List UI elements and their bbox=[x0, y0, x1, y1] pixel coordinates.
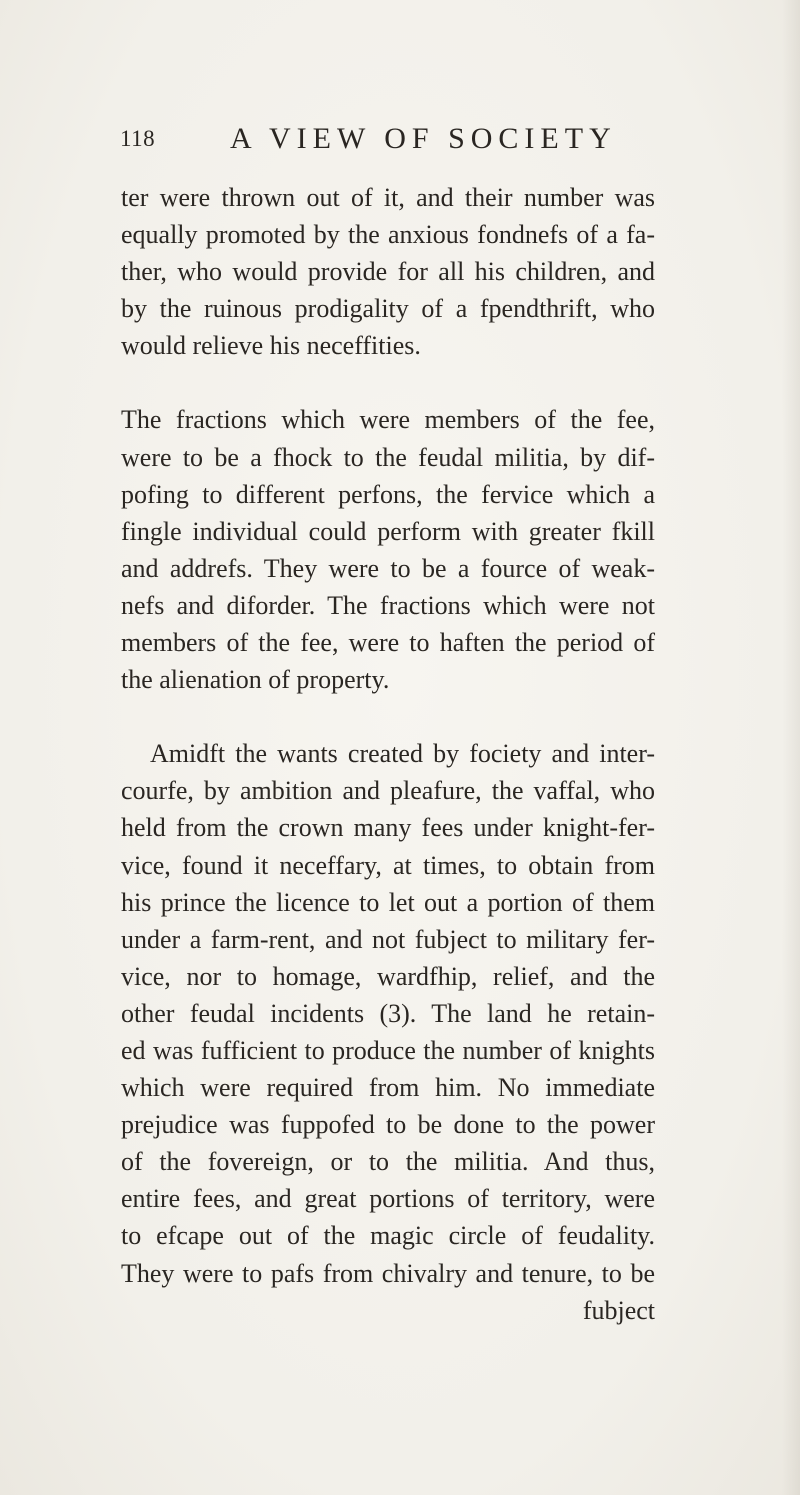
text-line: The fractions which were members of the fee, bbox=[121, 405, 655, 435]
paragraph-gap bbox=[121, 364, 655, 401]
text-line: ther, who would provide for all his children, and bbox=[121, 257, 655, 287]
text-line: equally promoted by the anxious fondnefs of a fa- bbox=[121, 220, 655, 250]
page-edge-shadow bbox=[782, 0, 800, 1495]
text-line: ter were thrown out of it, and their number was bbox=[121, 183, 655, 212]
body-text bbox=[121, 179, 655, 1329]
text-line: would relieve his neceffities. bbox=[121, 331, 421, 361]
catchword: fubject bbox=[582, 1295, 655, 1325]
text-line: by the ruinous prodigality of a fpendthrift, who bbox=[121, 294, 655, 324]
text-line: his prince the licence to let out a portion of them bbox=[121, 887, 655, 917]
text-line: were to be a fhock to the feudal militia, by dif- bbox=[121, 442, 655, 472]
text-line: to efcape out of the magic circle of feudality. bbox=[121, 1221, 655, 1251]
text-line: of the fovereign, or to the militia. And thus, bbox=[121, 1147, 655, 1177]
text-line: pofing to different perfons, the fervice which a bbox=[121, 479, 655, 509]
text-line: vice, nor to homage, wardfhip, relief, and the bbox=[121, 961, 655, 991]
text-line: They were to pafs from chivalry and tenure, to be bbox=[121, 1258, 655, 1288]
text-line: prejudice was fuppofed to be done to the power bbox=[121, 1110, 655, 1140]
text-line: entire fees, and great portions of territory, were bbox=[121, 1184, 655, 1214]
text-line: and addrefs. They were to be a fource of weak- bbox=[121, 553, 655, 583]
text-line: members of the fee, were to haften the period of bbox=[121, 628, 655, 658]
text-line: fingle individual could perform with greater fkill bbox=[121, 516, 655, 546]
text-line: nefs and diforder. The fractions which were not bbox=[121, 590, 655, 620]
page-header bbox=[120, 122, 660, 162]
page-number: 118 bbox=[120, 126, 156, 151]
running-title: A VIEW OF SOCIETY bbox=[230, 122, 617, 155]
text-line: which were required from him. No immediate bbox=[121, 1073, 655, 1103]
paragraph-gap bbox=[121, 698, 655, 735]
text-line: courfe, by ambition and pleafure, the vaffal, who bbox=[121, 776, 655, 806]
text-line: the alienation of property. bbox=[121, 665, 390, 695]
text-line: vice, found it neceffary, at times, to obtain from bbox=[121, 850, 655, 880]
text-line: held from the crown many fees under knight-fer- bbox=[121, 813, 655, 843]
text-line: under a farm-rent, and not fubject to military fer- bbox=[121, 924, 655, 954]
text-line: ed was fufficient to produce the number of knights bbox=[121, 1035, 655, 1065]
text-line: other feudal incidents (3). The land he retain- bbox=[121, 998, 655, 1028]
text-line: Amidft the wants created by fociety and inter- bbox=[150, 739, 655, 769]
